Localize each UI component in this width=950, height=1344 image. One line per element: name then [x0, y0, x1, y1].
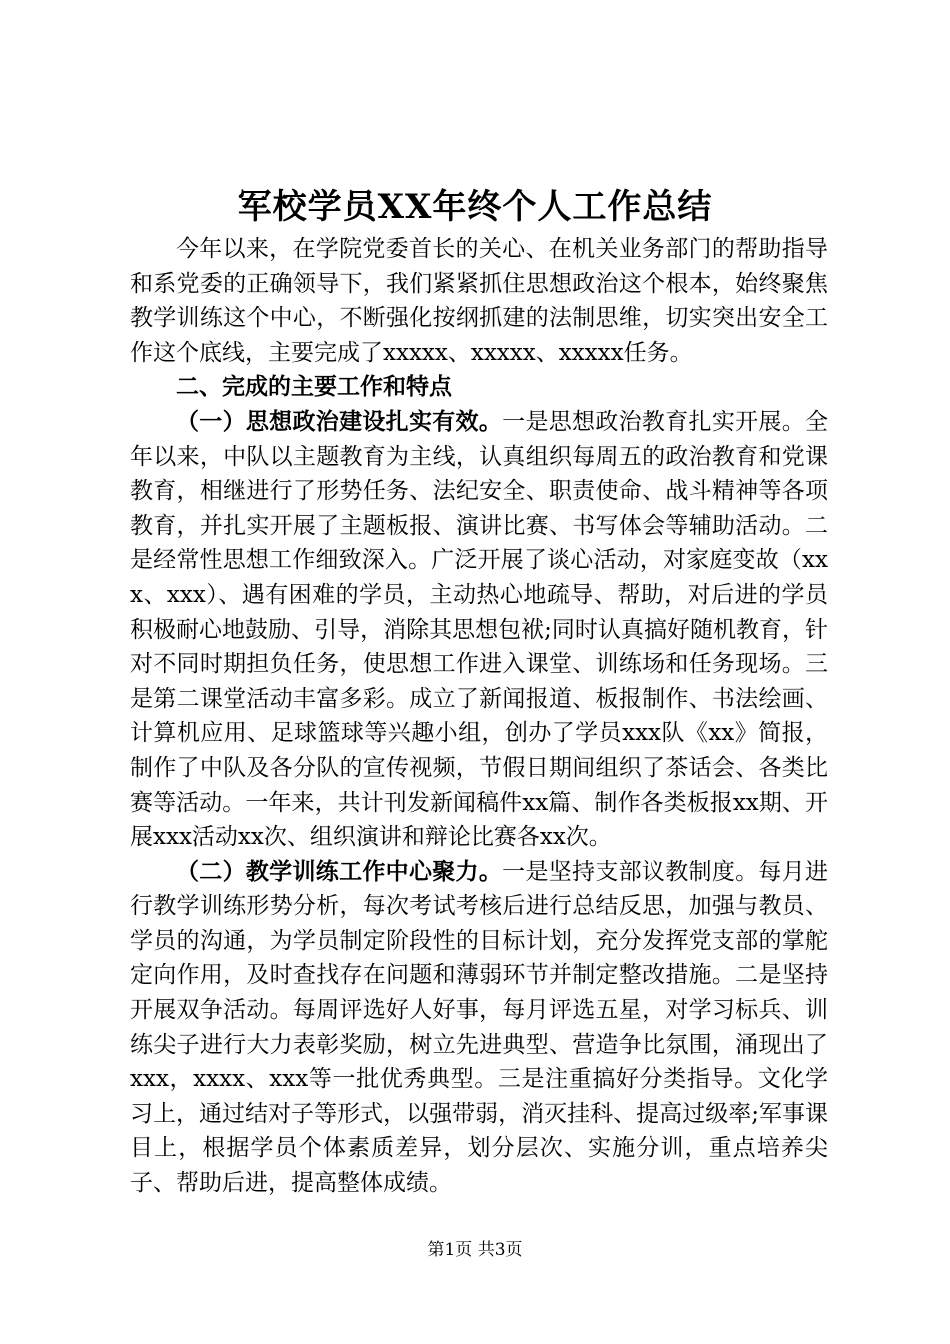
paragraph-2-text: 一是坚持支部议教制度。每月进行教学训练形势分析，每次考试考核后进行总结反思，加强与教员、学员的沟通，为学员制定阶段性的目标计划，充分发挥党支部的掌舵定向作用，及时查找存在问题和薄弱环节并制定整改措施。二是坚持开展双争活动。每周评选好人好事，每月评选五星，对学习标兵、训练尖子进行大力表彰奖励，树立先进典型、营造争比氛围，涌现出了xxx，xxxx、xxx等一批优秀典型。三是注重搞好分类指导。文化学习上，通过结对子等形式，以强带弱，消灭挂科、提高过级率;军事课目上，根据学员个体素质差异，划分层次、实施分训，重点培养尖子、帮助后进，提高整体成绩。: [130, 858, 829, 1197]
intro-paragraph: 今年以来，在学院党委首长的关心、在机关业务部门的帮助指导和系党委的正确领导下，我们紧紧抓住思想政治这个根本，始终聚焦教学训练这个中心，不断强化按纲抓建的法制思维，切实突出安全工作这个底线，主要完成了xxxxx、xxxxx、xxxxx任务。: [130, 236, 828, 366]
body-paragraph-1: [130, 405, 828, 855]
paragraph-2-lead: （二）教学训练工作中心聚力。: [176, 857, 503, 885]
paragraph-1-text: 一是思想政治教育扎实开展。全年以来，中队以主题教育为主线，认真组织每周五的政治教育和党课教育，相继进行了形势任务、法纪安全、职责使命、战斗精神等各项教育，并扎实开展了主题板报、演讲比赛、书写体会等辅助活动。二是经常性思想工作细致深入。广泛开展了谈心活动，对家庭变故（xxx、xxx）、遇有困难的学员，主动热心地疏导、帮助，对后进的学员积极耐心地鼓励、引导，消除其思想包袱;同时认真搞好随机教育，针对不同时期担负任务，使思想工作进入课堂、训练场和任务现场。三是第二课堂活动丰富多彩。成立了新闻报道、板报制作、书法绘画、计算机应用、足球篮球等兴趣小组，创办了学员xxx队《xx》简报，制作了中队及各分队的宣传视频，节假日期间组织了茶话会、各类比赛等活动。一年来，共计刊发新闻稿件xx篇、制作各类板报xx期、开展xxx活动xx次、组织演讲和辩论比赛各xx次。: [130, 408, 829, 851]
document-body: [130, 232, 828, 1201]
body-paragraph-2: [130, 855, 828, 1201]
section-heading: 二、完成的主要工作和特点: [176, 373, 452, 401]
paragraph-1-lead: （一）思想政治建设扎实有效。: [176, 407, 503, 435]
page-footer: 第1页 共3页: [427, 1240, 523, 1260]
document-title: 军校学员XX年终个人工作总结: [237, 187, 713, 227]
